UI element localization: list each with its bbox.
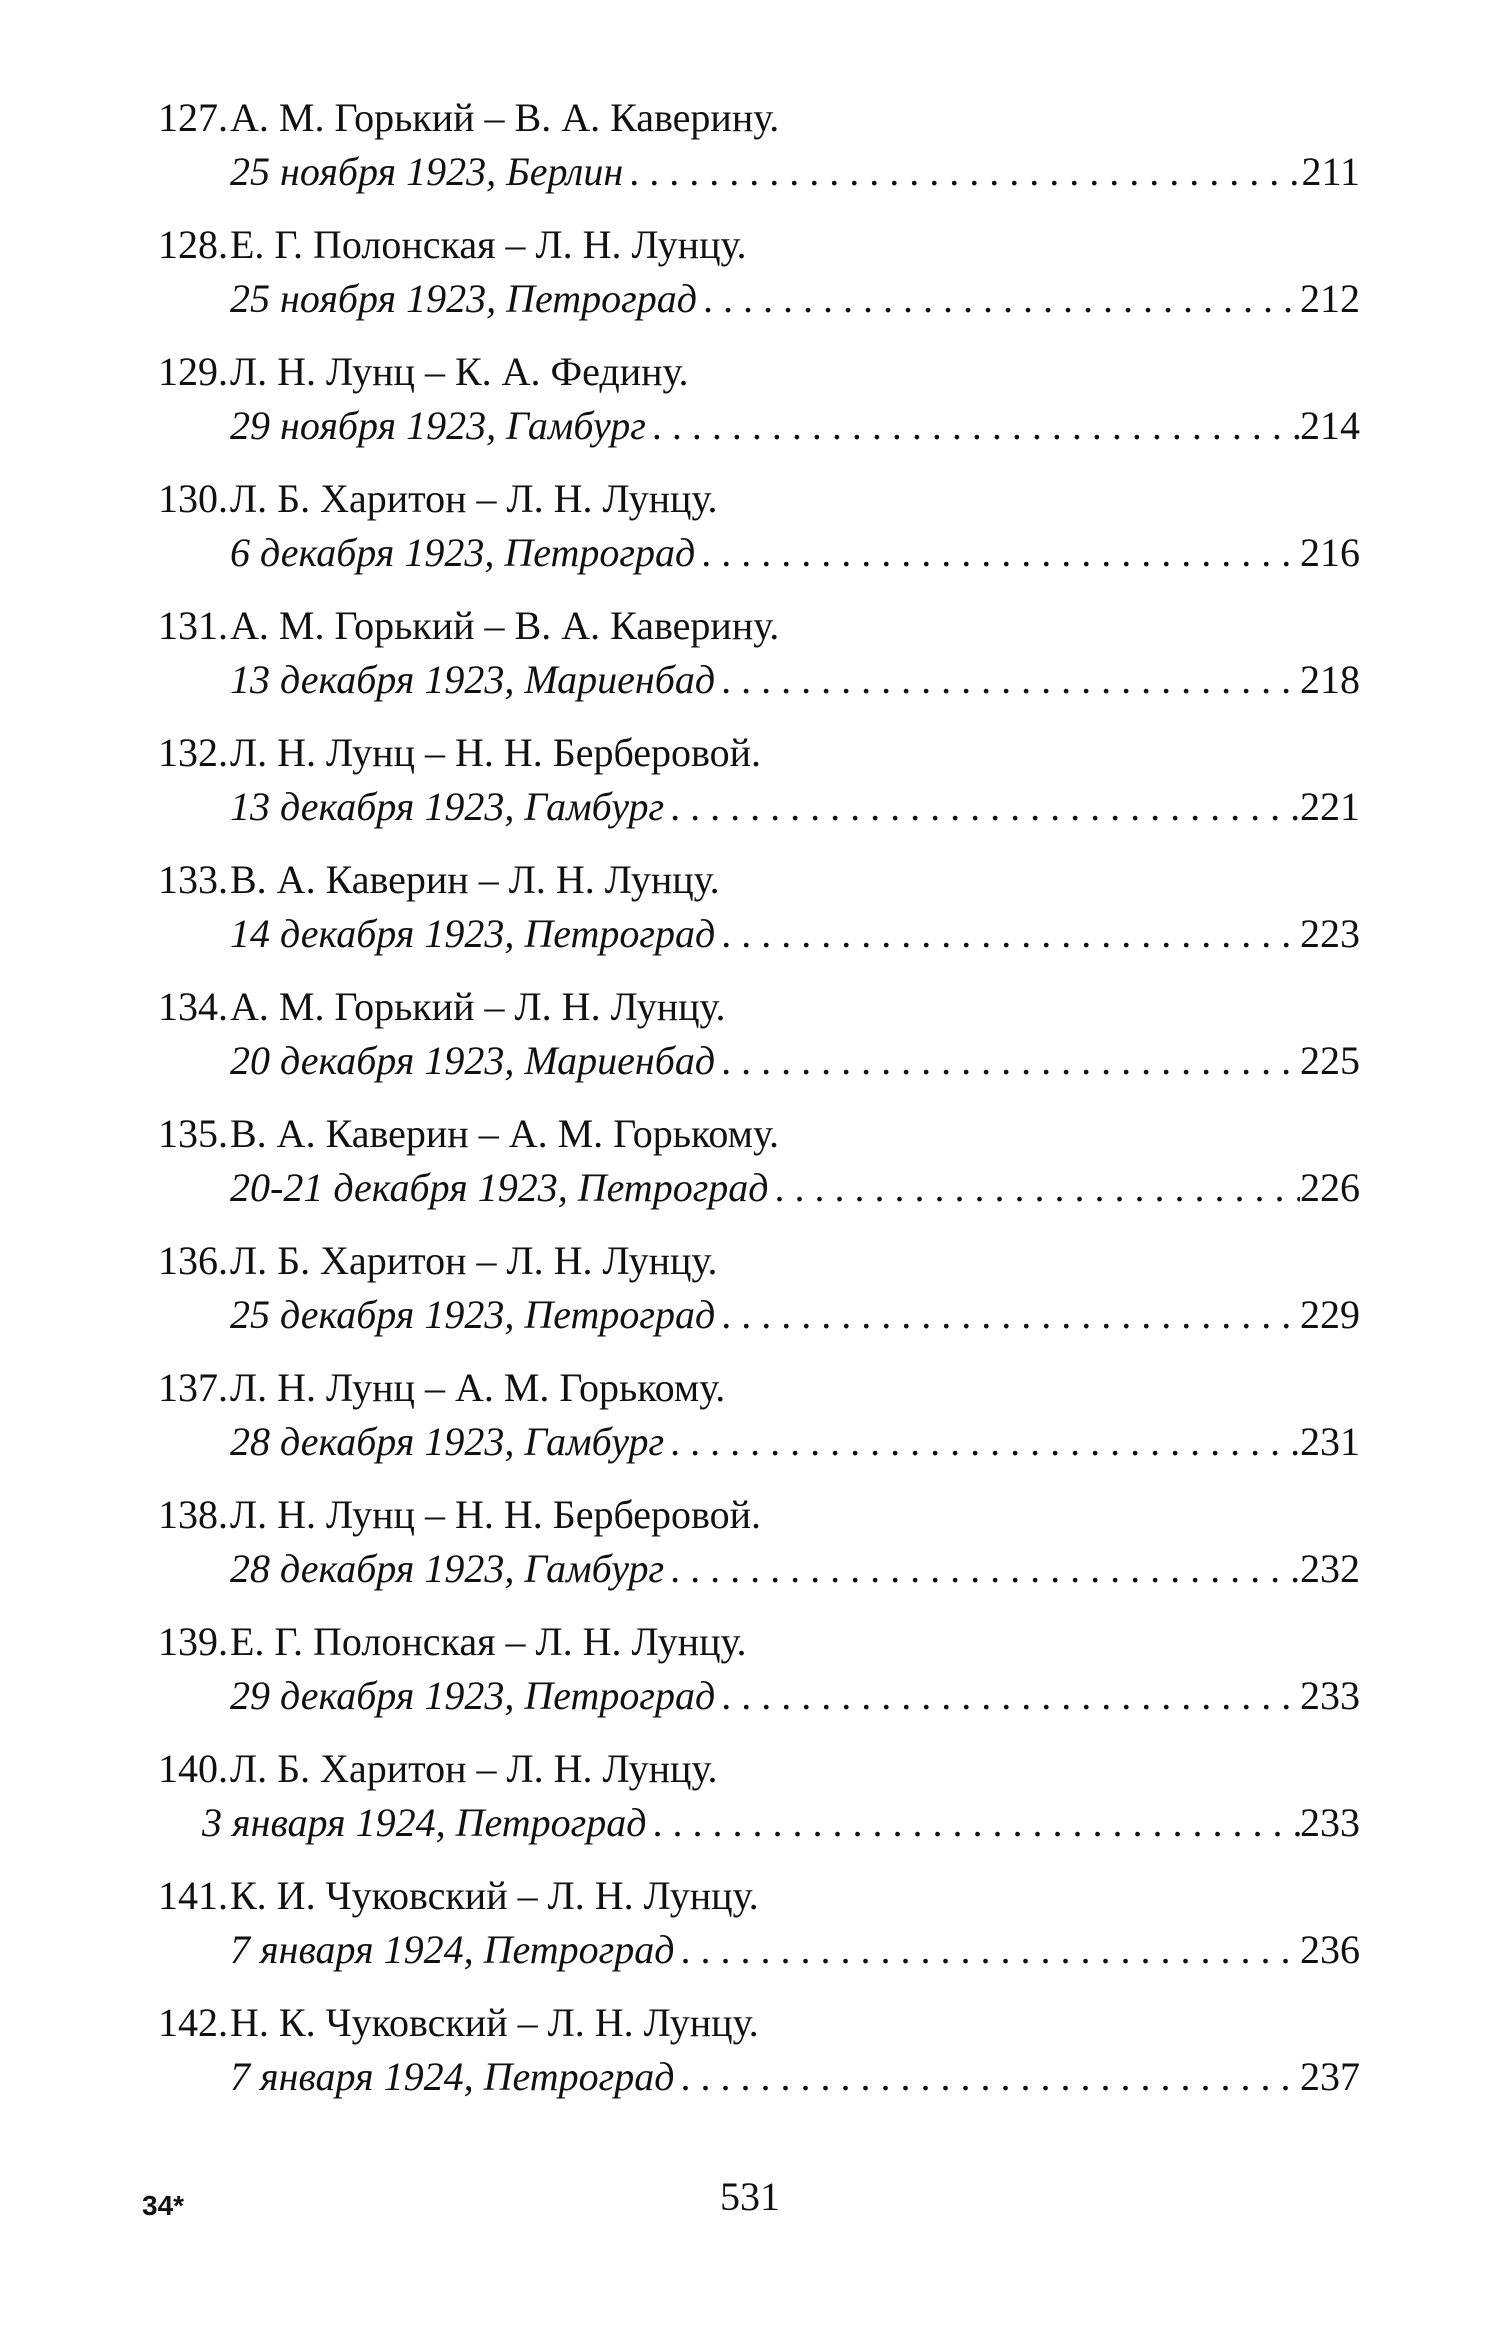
entry-page-number: 233	[1300, 1673, 1360, 1718]
entry-correspondents: В. А. Каверин – Л. Н. Лунцу.	[230, 857, 720, 902]
entry-date-place: 20 декабря 1923, Мариенбад	[230, 1038, 716, 1083]
entry-page-number: 218	[1300, 657, 1360, 702]
dot-leader	[674, 1924, 1300, 1976]
entry-date-place: 3 января 1924, Петроград	[202, 1800, 647, 1845]
entry-number: 134.	[158, 984, 228, 1029]
entry-correspondents: Л. Н. Лунц – Н. Н. Берберовой.	[230, 730, 762, 775]
entry-heading	[150, 473, 717, 525]
entry-detail	[230, 146, 1360, 198]
entry-correspondents: Л. Б. Харитон – Л. Н. Лунцу.	[230, 1238, 718, 1283]
toc-entry	[150, 1362, 1360, 1489]
entry-date-place: 25 декабря 1923, Петроград	[230, 1292, 716, 1337]
entry-number: 136.	[158, 1238, 228, 1283]
entry-page-number: 211	[1301, 149, 1360, 194]
entry-correspondents: А. М. Горький – Л. Н. Лунцу.	[230, 984, 726, 1029]
entry-number: 132.	[158, 730, 228, 775]
entry-heading	[150, 1997, 759, 2049]
entry-number: 141.	[158, 1873, 228, 1918]
entry-number: 139.	[158, 1619, 228, 1664]
entry-date-place: 28 декабря 1923, Гамбург	[230, 1419, 665, 1464]
entry-date-place: 6 декабря 1923, Петроград	[230, 530, 696, 575]
dot-leader	[715, 908, 1300, 960]
entry-date-place: 14 декабря 1923, Петроград	[230, 911, 716, 956]
dot-leader	[697, 273, 1300, 325]
entry-heading	[150, 219, 746, 271]
table-of-contents	[150, 92, 1360, 2124]
dot-leader	[674, 2051, 1300, 2103]
entry-detail	[230, 781, 1360, 833]
entry-page-number: 225	[1300, 1038, 1360, 1083]
entry-date-place: 7 января 1924, Петроград	[230, 1927, 675, 1972]
dot-leader	[715, 1289, 1300, 1341]
toc-entry	[150, 473, 1360, 600]
entry-correspondents: Л. Н. Лунц – К. А. Федину.	[230, 349, 689, 394]
entry-detail	[230, 654, 1360, 706]
entry-heading	[150, 600, 779, 652]
entry-correspondents: Л. Н. Лунц – А. М. Горькому.	[230, 1365, 726, 1410]
toc-entry	[150, 981, 1360, 1108]
entry-detail	[230, 1035, 1360, 1087]
toc-entry	[150, 346, 1360, 473]
entry-date-place: 29 ноября 1923, Гамбург	[230, 403, 646, 448]
entry-page-number: 229	[1300, 1292, 1360, 1337]
entry-page-number: 221	[1300, 784, 1360, 829]
entry-heading	[150, 981, 726, 1033]
entry-date-place: 25 ноября 1923, Берлин	[230, 149, 624, 194]
dot-leader	[664, 781, 1300, 833]
entry-detail	[230, 908, 1360, 960]
entry-correspondents: К. И. Чуковский – Л. Н. Лунцу.	[230, 1873, 759, 1918]
toc-entry	[150, 727, 1360, 854]
dot-leader	[646, 400, 1300, 452]
entry-detail	[230, 1543, 1360, 1595]
entry-heading	[150, 727, 761, 779]
entry-date-place: 20-21 декабря 1923, Петроград	[230, 1165, 769, 1210]
entry-page-number: 226	[1300, 1165, 1360, 1210]
dot-leader	[715, 654, 1300, 706]
entry-detail	[230, 1924, 1360, 1976]
entry-correspondents: А. М. Горький – В. А. Каверину.	[230, 95, 780, 140]
entry-heading	[150, 1743, 717, 1795]
entry-heading	[150, 1616, 746, 1668]
entry-number: 135.	[158, 1111, 228, 1156]
entry-detail	[230, 1289, 1360, 1341]
entry-correspondents: Н. К. Чуковский – Л. Н. Лунцу.	[230, 2000, 759, 2045]
entry-date-place: 28 декабря 1923, Гамбург	[230, 1546, 665, 1591]
entry-date-place: 7 января 1924, Петроград	[230, 2054, 675, 2099]
dot-leader	[646, 1797, 1300, 1849]
page-number: 531	[720, 2174, 780, 2219]
entry-page-number: 233	[1300, 1800, 1360, 1845]
toc-entry	[150, 600, 1360, 727]
entry-number: 130.	[158, 476, 228, 521]
entry-correspondents: В. А. Каверин – А. М. Горькому.	[230, 1111, 779, 1156]
toc-entry	[150, 1616, 1360, 1743]
entry-page-number: 212	[1300, 276, 1360, 321]
dot-leader	[715, 1035, 1300, 1087]
entry-date-place: 29 декабря 1923, Петроград	[230, 1673, 716, 1718]
toc-entry	[150, 1489, 1360, 1616]
entry-correspondents: Е. Г. Полонская – Л. Н. Лунцу.	[230, 222, 747, 267]
entry-correspondents: А. М. Горький – В. А. Каверину.	[230, 603, 780, 648]
toc-entry	[150, 854, 1360, 981]
entry-number: 133.	[158, 857, 228, 902]
entry-heading	[150, 1870, 759, 1922]
entry-number: 127.	[158, 95, 228, 140]
entry-detail	[230, 2051, 1360, 2103]
entry-page-number: 237	[1300, 2054, 1360, 2099]
toc-entry	[150, 92, 1360, 219]
entry-heading	[150, 854, 720, 906]
entry-page-number: 223	[1300, 911, 1360, 956]
signature-mark: 34*	[142, 2190, 185, 2221]
entry-heading	[150, 1362, 725, 1414]
entry-correspondents: Л. Б. Харитон – Л. Н. Лунцу.	[230, 476, 718, 521]
entry-detail	[230, 1162, 1360, 1214]
toc-entry	[150, 1235, 1360, 1362]
entry-heading	[150, 1108, 779, 1160]
entry-page-number: 216	[1300, 530, 1360, 575]
entry-detail	[230, 1416, 1360, 1468]
entry-detail	[202, 1797, 1360, 1849]
entry-correspondents: Л. Б. Харитон – Л. Н. Лунцу.	[230, 1746, 718, 1791]
entry-heading	[150, 346, 689, 398]
toc-entry	[150, 1743, 1360, 1870]
entry-page-number: 231	[1300, 1419, 1360, 1464]
entry-detail	[230, 400, 1360, 452]
dot-leader	[664, 1543, 1300, 1595]
dot-leader	[695, 527, 1300, 579]
entry-page-number: 236	[1300, 1927, 1360, 1972]
entry-number: 129.	[158, 349, 228, 394]
entry-page-number: 214	[1300, 403, 1360, 448]
entry-heading	[150, 1235, 717, 1287]
entry-page-number: 232	[1300, 1546, 1360, 1591]
entry-detail	[230, 1670, 1360, 1722]
entry-number: 142.	[158, 2000, 228, 2045]
dot-leader	[664, 1416, 1300, 1468]
entry-number: 128.	[158, 222, 228, 267]
toc-entry	[150, 1108, 1360, 1235]
dot-leader	[715, 1670, 1300, 1722]
entry-correspondents: Л. Н. Лунц – Н. Н. Берберовой.	[230, 1492, 762, 1537]
entry-number: 138.	[158, 1492, 228, 1537]
entry-date-place: 25 ноября 1923, Петроград	[230, 276, 697, 321]
entry-heading	[150, 1489, 761, 1541]
toc-entry	[150, 1997, 1360, 2124]
entry-date-place: 13 декабря 1923, Гамбург	[230, 784, 665, 829]
entry-detail	[230, 273, 1360, 325]
dot-leader	[623, 146, 1301, 198]
toc-entry	[150, 219, 1360, 346]
entry-correspondents: Е. Г. Полонская – Л. Н. Лунцу.	[230, 1619, 747, 1664]
dot-leader	[769, 1162, 1300, 1214]
entry-heading	[150, 92, 779, 144]
entry-number: 131.	[158, 603, 228, 648]
entry-number: 137.	[158, 1365, 228, 1410]
entry-detail	[230, 527, 1360, 579]
entry-number: 140.	[158, 1746, 228, 1791]
toc-entry	[150, 1870, 1360, 1997]
entry-date-place: 13 декабря 1923, Мариенбад	[230, 657, 716, 702]
